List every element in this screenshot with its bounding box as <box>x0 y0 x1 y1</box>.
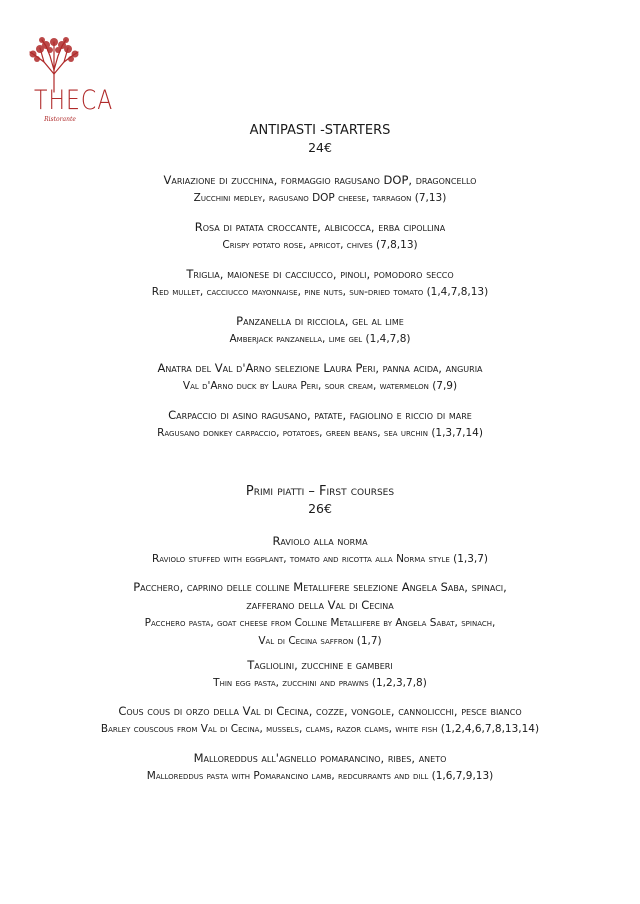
menu-item <box>0 312 640 348</box>
dish-english: Val d'Arno duck by Laura Peri, sour cream, watermelon (7,9) <box>182 380 458 392</box>
dish-italian: Triglia, maionese di cacciucco, pinoli, pomodoro secco <box>186 267 454 281</box>
dish-english: Red mullet, cacciucco mayonnaise, pine nuts, sun-dried tomato (1,4,7,8,13) <box>151 286 489 298</box>
dish-english: Barley couscous from Val di Cecina, mussels, clams, razor clams, white fish (1,2,4,6,7,8,13,14) <box>100 723 540 735</box>
menu-item <box>0 359 640 395</box>
dish-italian: Pacchero, caprino delle colline Metallifere selezione Angela Saba, spinaci, <box>133 580 507 594</box>
logo-subtitle: Ristorante <box>44 116 76 123</box>
dish-italian: Panzanella di ricciola, gel al lime <box>236 314 404 328</box>
menu-item <box>0 702 640 738</box>
price-first-courses: 26€ <box>308 501 332 516</box>
dish-english: Raviolo stuffed with eggplant, tomato and ricotta alla Norma style (1,3,7) <box>151 553 489 565</box>
dish-english: Zucchini medley, ragusano DOP cheese, tarragon (7,13) <box>193 192 447 204</box>
dish-italian: Rosa di patata croccante, albicocca, erba cipollina <box>194 220 446 234</box>
dish-english: Amberjack panzanella, lime gel (1,4,7,8) <box>229 333 411 345</box>
dish-italian: Variazione di zucchina, formaggio ragusano DOP, dragoncello <box>163 173 477 187</box>
menu-item <box>0 171 640 207</box>
restaurant-logo <box>22 34 114 126</box>
tree-icon <box>22 34 86 94</box>
menu-item <box>0 218 640 254</box>
dish-italian: Carpaccio di asino ragusano, patate, fagiolino e riccio di mare <box>168 408 472 422</box>
dish-italian: Anatra del Val d'Arno selezione Laura Peri, panna acida, anguria <box>157 361 483 375</box>
menu-item <box>0 265 640 301</box>
menu-item <box>0 656 640 692</box>
section-title-starters: ANTIPASTI -STARTERS <box>249 123 391 138</box>
dish-english: Thin egg pasta, zucchini and prawns (1,2,3,7,8) <box>213 677 427 689</box>
dish-italian: Cous cous di orzo della Val di Cecina, cozze, vongole, cannolicchi, pesce bianco <box>118 704 522 718</box>
dish-english: Crispy potato rose, apricot, chives (7,8,13) <box>222 239 418 251</box>
section-title-first-courses: Primi piatti – First courses <box>245 484 395 499</box>
dish-english: Pacchero pasta, goat cheese from Colline Metallifere by Angela Sabat, spinach, <box>144 617 496 629</box>
menu-item <box>0 578 640 650</box>
dish-italian: Tagliolini, zucchine e gamberi <box>247 658 393 672</box>
menu-item <box>0 532 640 568</box>
dish-english: Malloreddus pasta with Pomarancino lamb, redcurrants and dill (1,6,7,9,13) <box>146 770 494 782</box>
dish-italian-line2: zafferano della Val di Cecina <box>246 598 394 612</box>
logo-wordmark: THECA <box>34 86 114 116</box>
dish-italian: Raviolo alla norma <box>272 534 368 548</box>
dish-english-line2: Val di Cecina saffron (1,7) <box>258 635 382 647</box>
dish-italian: Malloreddus all'agnello pomarancino, ribes, aneto <box>193 751 447 765</box>
menu-item <box>0 406 640 442</box>
menu-item <box>0 749 640 785</box>
price-starters: 24€ <box>308 140 332 155</box>
dish-english: Ragusano donkey carpaccio, potatoes, green beans, sea urchin (1,3,7,14) <box>157 427 483 439</box>
